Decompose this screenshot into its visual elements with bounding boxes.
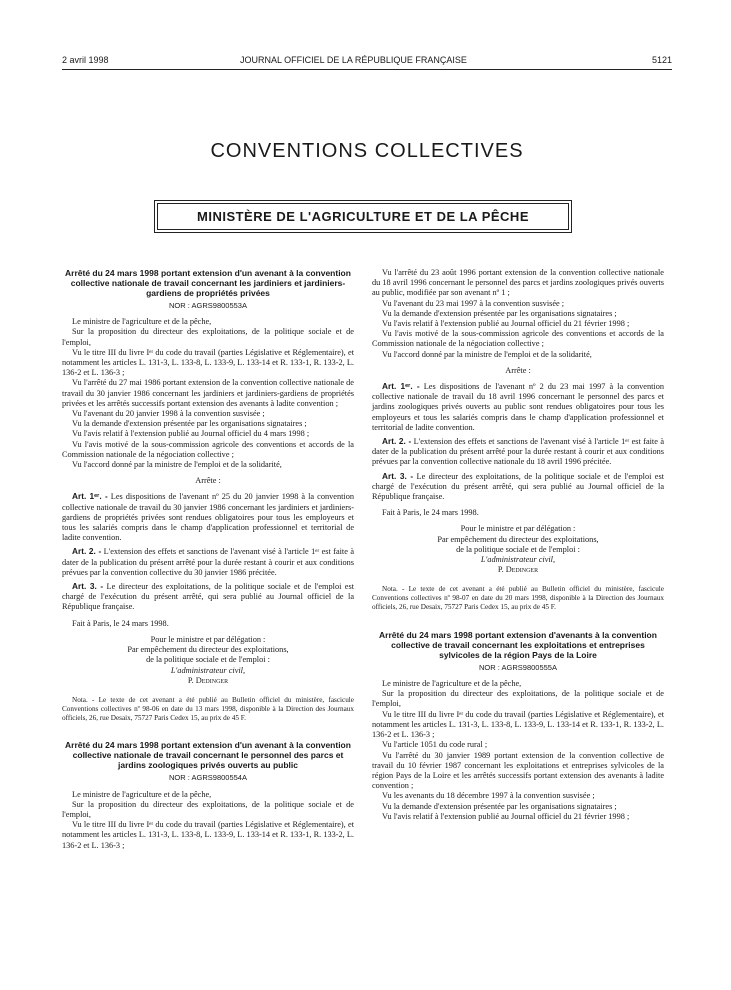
- article-text: Les dispositions de l'avenant nº 25 du 20 janvier 1998 à la convention collective nationale de travail du 30 janvier 1986 concernant les jardiniers et jardiniers-gardiens de propriétés privées sont rendues obligatoires pour tous les employeurs et tous les salariés compris dans le champ d'application professionnel et territorial de ladite convention.: [62, 492, 355, 543]
- article-label: Art. 1ᵉʳ. -: [382, 381, 420, 392]
- paragraph: Vu le titre III du livre Iᵉʳ du code du travail (parties Législative et Réglementaire), et notamment les articles L. 131-3, L. 133-8, L. 133-9, L. 133-14 et R. 133-1, R. 133-2, L. 136-2 et L. 136-3 ;: [372, 709, 664, 740]
- paragraph: Vu l'avis relatif à l'extension publié au Journal officiel du 21 février 1998 ;: [382, 811, 630, 821]
- paragraph: Vu l'arrêté du 27 mai 1986 portant extension de la convention collective nationale de travail du 30 janvier 1986 concernant les jardiniers et jardiniers-gardiens de propriétés privées et les arrêtés successifs portant extension des avenants à ladite convention ;: [62, 378, 354, 408]
- paragraph: Vu l'accord donné par la ministre de l'emploi et de la solidarité,: [72, 460, 282, 470]
- paragraph: Vu le titre III du livre Iᵉʳ du code du travail (parties Législative et Réglementaire), et notamment les articles L. 131-3, L. 133-8, L. 133-9, L. 133-14 et R. 133-1, R. 133-2, L. 136-2 et L. 136-3 ;: [62, 820, 354, 850]
- paragraph: Vu l'avenant du 23 mai 1997 à la convention susvisée ;: [382, 298, 565, 308]
- article-text: Les dispositions de l'avenant nº 2 du 23 mai 1997 à la convention collective nationale de travail du 18 avril 1996 concernant le personnel des parcs et jardins zoologiques privés ouverts au public sont rendues obligatoires pour tous les employeurs et tous les salariés compris dans le champ d'application professionnel et territorial de ladite convention.: [372, 382, 665, 432]
- nor-reference: NOR : AGRS9800554A: [169, 773, 247, 783]
- header-date: 2 avril 1998: [62, 55, 109, 65]
- paragraph: Vu les avenants du 18 décembre 1997 à la convention susvisée ;: [382, 791, 595, 801]
- article-title: Arrêté du 24 mars 1998 portant extension d'un avenant à la convention collective nationale de travail concernant le personnel des parcs et jardins zoologiques privés ouverts au public: [65, 740, 351, 771]
- article-clause: [372, 381, 664, 433]
- paragraph: Sur la proposition du directeur des exploitations, de la politique sociale et de l'emploi,: [62, 799, 354, 819]
- paragraph: Vu l'article 1051 du code rural ;: [382, 740, 488, 750]
- nota-note: Nota. - Le texte de cet avenant a été publié au Bulletin officiel du ministère, fascicule Conventions collectives nº 98-06 en date du 13 mars 1998, disponible à la Direction des Journaux officiels, 26, rue Desaix, 75727 Paris Cedex 15, au prix de 45 F.: [62, 695, 354, 722]
- article-label: Art. 2. -: [382, 436, 412, 447]
- paragraph: Vu l'avenant du 20 janvier 1998 à la convention susvisée ;: [72, 409, 265, 419]
- signature-line: de la politique sociale et de l'emploi :: [146, 655, 270, 665]
- article-text: L'extension des effets et sanctions de l'avenant visé à l'article 1ᵉʳ est faite à dater de la publication du présent arrêté pour la durée restant à courir et aux conditions prévues par la convention collective du 30 janvier 1986 précitée.: [62, 547, 354, 577]
- signature-name: P. Dedinger: [187, 675, 229, 685]
- signature-line: Par empêchement du directeur des exploitations,: [437, 534, 599, 544]
- article-clause: [372, 471, 664, 503]
- article-title: Arrêté du 24 mars 1998 portant extension d'un avenant à la convention collective nationale de travail concernant les jardiniers et jardiniers-gardiens de propriétés privées: [65, 268, 351, 298]
- signature-title: L'administrateur civil,: [170, 665, 246, 675]
- paragraph: Le ministre de l'agriculture et de la pêche,: [72, 317, 212, 327]
- paragraph: Vu l'accord donné par la ministre de l'emploi et de la solidarité,: [382, 349, 592, 359]
- page-header: [62, 55, 672, 69]
- paragraph: Le ministre de l'agriculture et de la pêche,: [72, 789, 212, 799]
- article-label: Art. 1ᵉʳ. -: [72, 491, 108, 502]
- place-date: Fait à Paris, le 24 mars 1998.: [72, 618, 169, 628]
- signature-line: Par empêchement du directeur des exploitations,: [127, 645, 289, 655]
- paragraph: Vu l'avis motivé de la sous-commission agricole des conventions et accords de la Commission nationale de la négociation collective ;: [62, 439, 354, 459]
- place-date: Fait à Paris, le 24 mars 1998.: [382, 508, 479, 518]
- paragraph: Vu l'arrêté du 30 janvier 1989 portant extension de la convention collective de travail du 10 février 1987 concernant les exploitations et entreprises sylvicoles de la région Pays de la Loire et les arrêtés successifs portant extension des avenants à ladite convention ;: [372, 750, 664, 791]
- nor-reference: NOR : AGRS9800555A: [479, 662, 557, 672]
- header-journal: JOURNAL OFFICIEL DE LA RÉPUBLIQUE FRANÇAISE: [240, 55, 467, 65]
- paragraph: Sur la proposition du directeur des exploitations, de la politique sociale et de l'emploi,: [372, 689, 664, 709]
- nor-reference: NOR : AGRS9800553A: [169, 301, 247, 310]
- paragraph: Vu l'avis motivé de la sous-commission agricole des conventions et accords de la Commission nationale de la négociation collective ;: [372, 329, 664, 349]
- article-clause: [62, 491, 354, 543]
- ministry-heading: MINISTÈRE DE L'AGRICULTURE ET DE LA PÊCHE: [157, 203, 569, 230]
- paragraph: Vu le titre III du livre Iᵉʳ du code du travail (parties Législative et Réglementaire), et notamment les articles L. 131-3, L. 133-8, L. 133-9, L. 133-14 et R. 133-1, R. 133-2, L. 136-2 et L. 136-3 ;: [62, 347, 354, 378]
- article-text: Le directeur des exploitations, de la politique sociale et de l'emploi est chargé de l'exécution du présent arrêté, qui sera publié au Journal officiel de la République française.: [62, 582, 354, 612]
- paragraph: Vu l'avis relatif à l'extension publié au Journal officiel du 4 mars 1998 ;: [72, 429, 310, 439]
- signature-name: P. Dedinger: [497, 565, 539, 575]
- paragraph: Le ministre de l'agriculture et de la pêche,: [382, 679, 522, 689]
- article-text: Le directeur des exploitations, de la politique sociale et de l'emploi est chargé de l'exécution du présent arrêté, qui sera publié au Journal officiel de la République française.: [372, 471, 664, 502]
- article-title: Arrêté du 24 mars 1998 portant extension d'avenants à la convention collective de travail concernant les exploitations et entreprises sylvicoles de la région Pays de la Loire: [379, 629, 657, 660]
- article-label: Art. 3. -: [382, 470, 414, 481]
- article-label: Art. 3. -: [72, 581, 104, 592]
- article-text: L'extension des effets et sanctions de l'avenant visé à l'article 1ᵉʳ est faite à dater de la publication du présent arrêté pour la durée restant à courir et aux conditions prévues par la convention collective nationale du 18 avril 1996 précitée.: [372, 437, 664, 467]
- article-clause: [62, 581, 354, 613]
- header-rule: [62, 69, 672, 70]
- paragraph: Vu l'avis relatif à l'extension publié au Journal officiel du 21 février 1998 ;: [382, 319, 630, 329]
- paragraph: Vu la demande d'extension présentée par les organisations signataires ;: [382, 801, 617, 811]
- paragraph: Vu la demande d'extension présentée par les organisations signataires ;: [72, 419, 307, 429]
- signature-line: de la politique sociale et de l'emploi :: [456, 544, 580, 554]
- signature-line: Pour le ministre et par délégation :: [150, 634, 266, 644]
- paragraph: Sur la proposition du directeur des exploitations, de la politique sociale et de l'emploi,: [62, 327, 354, 347]
- paragraph: Vu la demande d'extension présentée par les organisations signataires ;: [382, 308, 617, 318]
- signature-line: Pour le ministre et par délégation :: [460, 524, 576, 534]
- article-clause: [372, 436, 664, 468]
- arrete-heading: Arrête :: [195, 476, 221, 486]
- arrete-heading: Arrête :: [505, 365, 531, 375]
- article-clause: [62, 546, 354, 578]
- right-column: [372, 268, 664, 822]
- signature-title: L'administrateur civil,: [480, 555, 556, 565]
- left-column: [62, 268, 354, 851]
- article-label: Art. 2. -: [72, 546, 102, 557]
- section-title: CONVENTIONS COLLECTIVES: [210, 140, 524, 162]
- nota-note: Nota. - Le texte de cet avenant a été publié au Bulletin officiel du ministère, fascicule Conventions collectives nº 98-07 en date du 20 mars 1998, disponible à la Direction des Journaux officiels, 26, rue Desaix, 75727 Paris Cedex 15, au prix de 45 F.: [372, 585, 664, 612]
- paragraph: Vu l'arrêté du 23 août 1996 portant extension de la convention collective nationale du 18 avril 1996 concernant le personnel des parcs et jardins zoologiques privés ouverts au public, modifiée par son avenant nº 1 ;: [372, 268, 664, 298]
- header-page-number: 5121: [651, 55, 672, 65]
